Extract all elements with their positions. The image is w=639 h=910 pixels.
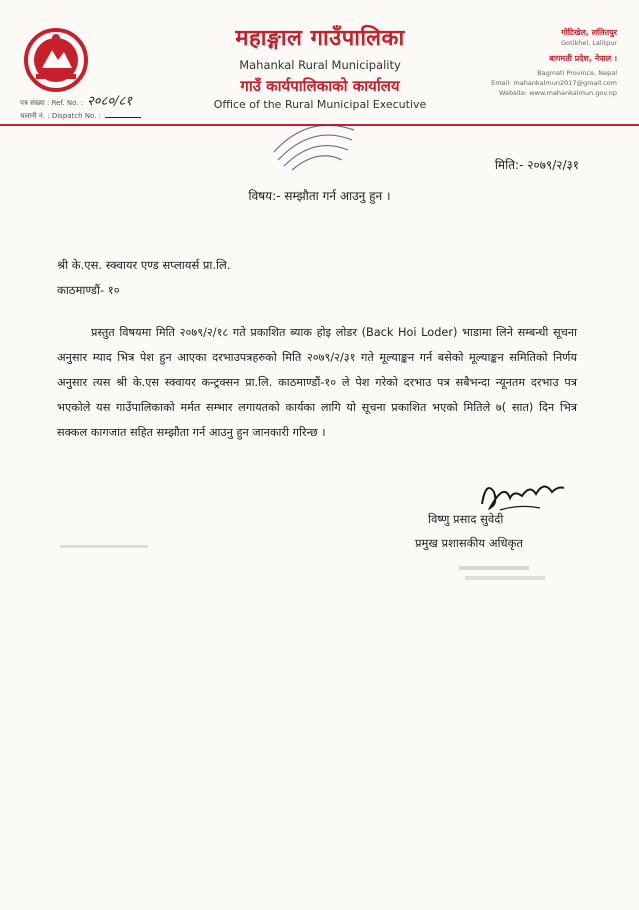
letter-body: प्रस्तुत विषयमा मिति २०७९/२/१८ गते प्रकाशित ब्याक होइ लोडर (Back Hoi Loder) भाडामा लिने सम्बन्धी सूचना अनुसार म्याद भित्र पेश हुन आएका दरभाउपत्रहरुको मिति २०७९/२/३१ गते मूल्याङ्कन गर्न बसेको मूल्याङ्कन समितिको निर्णय अनुसार त्यस श्री के.एस स्क्वायर कन्ट्रक्सन प्रा.लि. काठमाण्डौं-१० ले पेश गरेको दरभाउ पत्र सबैभन्दा न्यूनतम दरभाउ पत्र भएकोले यस गाउँपालिकाको मर्मत सम्भार लगायतको कार्यका लागि यो सूचना प्रकाशित भएको मितिले ७( सात) दिन भित्र सक्कल कागजात सहित सम्झौता गर्न आउनु हुन जानकारी गरिन्छ । (57, 326, 577, 439)
ref-no-label: पत्र संख्या : Ref. No. : (20, 99, 84, 107)
dispatch-no-line (105, 109, 141, 118)
org-name-en: Mahankal Rural Municipality (239, 58, 401, 72)
nepal-emblem-icon (22, 26, 90, 94)
office-name-en: Office of the Rural Municipal Executive (213, 98, 427, 111)
province-np: बागमती प्रदेश, नेपाल । (549, 54, 617, 63)
ref-no-value: २०८०/८१ (87, 94, 132, 109)
letter-date: मिति:- २०७९/२/३१ (494, 158, 579, 172)
letterhead-title (190, 22, 450, 111)
website-text: Website: www.mahankalmun.gov.np (499, 89, 617, 97)
faint-mark-icon (60, 545, 148, 549)
email-text: Email: mahankalmun2017@gmail.com (491, 79, 617, 87)
org-name-np: महाङ्गाल गाउँपालिका (235, 26, 405, 51)
place-en: Gotikhel, Lalitpur (561, 39, 617, 47)
signatory-name: विष्णु प्रसाद सुवेदी (428, 512, 504, 526)
province-en: Bagmati Province, Nepal (537, 69, 617, 77)
addressee-location: काठमाण्डौं- १० (57, 283, 120, 297)
reference-block (20, 96, 141, 122)
office-stamp-icon (268, 112, 360, 174)
letterhead-contact (467, 28, 617, 98)
faint-stamp-icon (455, 560, 555, 590)
addressee-name: श्री के.एस. स्क्वायर एण्ड सप्लायर्स प्रा.लि. (57, 258, 231, 272)
dispatch-no-label: चलानी नं. : Dispatch No. : (20, 112, 102, 120)
place-np: गोटिखेल, ललितपुर (561, 28, 617, 37)
office-name-np: गाउँ कार्यपालिकाको कार्यालय (240, 77, 400, 95)
signatory-title: प्रमुख प्रशासकीय अधिकृत (415, 536, 523, 550)
letter-subject: विषय:- सम्झौता गर्न आउनु हुन । (248, 189, 391, 203)
